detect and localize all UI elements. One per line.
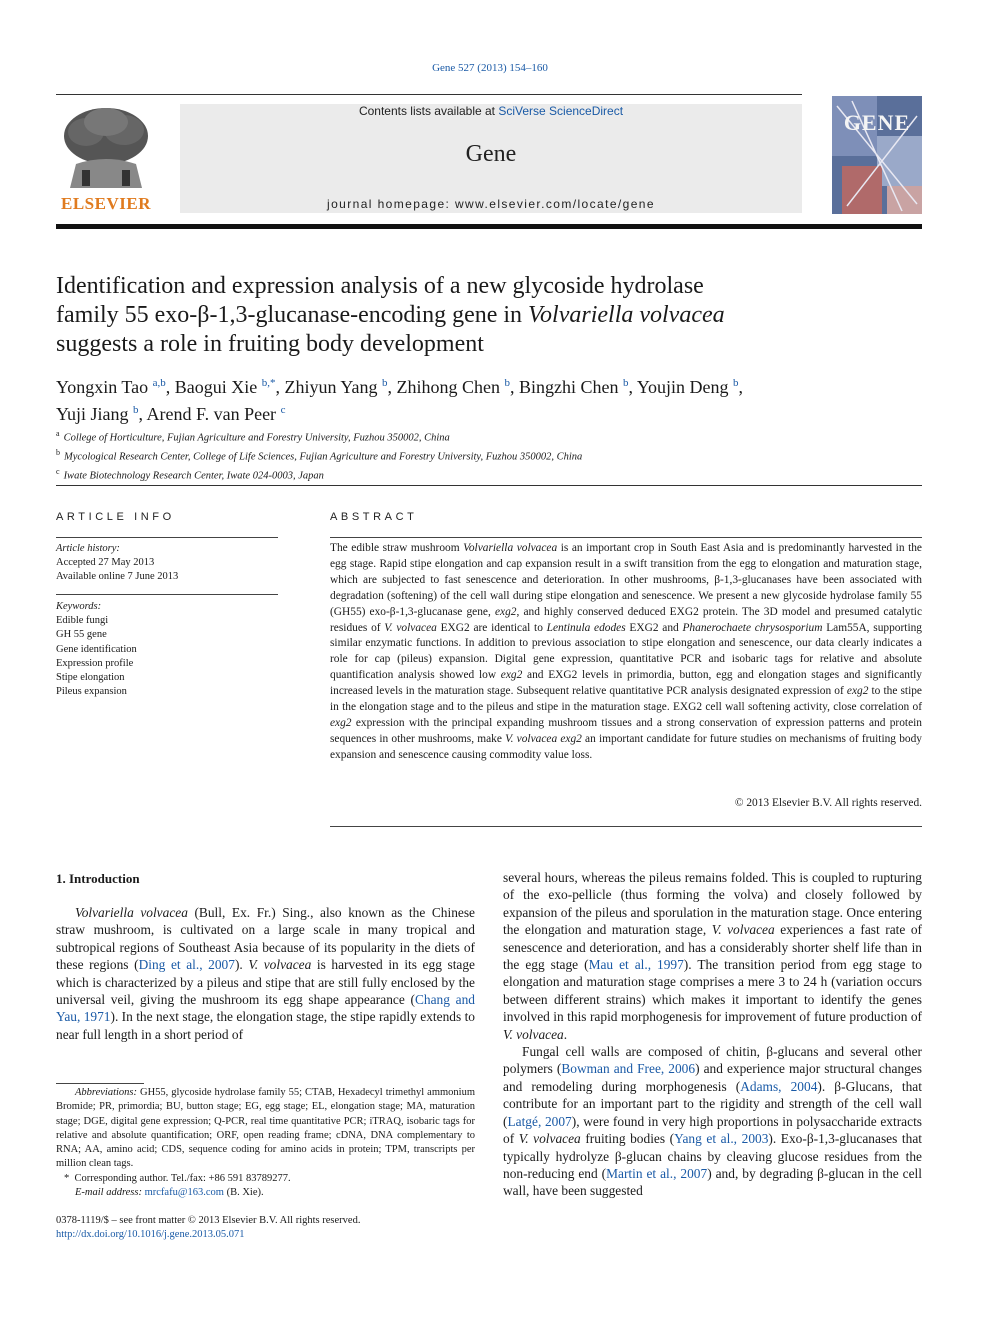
author-affil-mark[interactable]: c: [280, 404, 286, 416]
affiliation-item: [56, 465, 856, 484]
affiliation-text: College of Horticulture, Fujian Agriculture and Forestry University, Fuzhou 350002, China: [63, 432, 450, 444]
sciencedirect-link[interactable]: SciVerse ScienceDirect: [498, 104, 624, 118]
abstract-species: Phanerochaete chrysosporium: [682, 621, 823, 634]
text-run: ). β-Glucans, that contribute for an important part to the rigidity and strength of the cell wall (: [503, 1078, 922, 1129]
keyword-item: Stipe elongation: [56, 672, 125, 684]
text-run: ) and, by degrading β-glucan in the cell wall, have been suggested: [503, 1165, 922, 1199]
keyword-item: GH 55 gene: [56, 629, 107, 641]
abstract-part: EXG2 are identical to: [436, 621, 547, 634]
author-name: Zhiyun Yang: [284, 377, 378, 397]
abbreviations-note: [56, 1086, 475, 1172]
author-affil-mark[interactable]: b: [623, 377, 629, 389]
accepted-date: Accepted 27 May 2013: [56, 557, 155, 569]
keyword-item: Pileus expansion: [56, 686, 127, 698]
author-affil-mark[interactable]: b: [382, 377, 388, 389]
affiliation-text: Iwate Biotechnology Research Center, Iwate 024-0003, Japan: [63, 470, 324, 482]
introduction-heading: 1. Introduction: [56, 871, 140, 886]
author-name: Yongxin Tao: [56, 377, 149, 397]
reference-link[interactable]: Adams, 2004: [740, 1078, 818, 1094]
author-name: Baogui Xie: [174, 377, 258, 397]
abstract-part: an important candidate for future studies on mechanisms of fruiting body expansion and senescence causing commodity value loss.: [330, 732, 922, 761]
author-name: Bingzhi Chen: [519, 377, 619, 397]
abstract-part: is an important crop in South East Asia and is predominantly harvested in the egg stage. Rapid stipe elongation and cap expansion result in a swift transition from the egg to elongation and maturation stage, which are subjected to fast senescence and deterioration. In other mushrooms, β-1,3-glucanases have been associated with degradation (softening) of the cell wall during stipe elongation and senescence. We present a new glycoside hydrolase family 55 (GH55) exo-β-1,3-glucanase gene,: [330, 542, 922, 618]
contents-prefix: Contents lists available at: [358, 104, 499, 118]
affiliation-item: [56, 427, 856, 446]
title-line-1: Identification and expression analysis of a new glycoside hydrolase: [56, 273, 704, 299]
keyword-item: Expression profile: [56, 657, 134, 669]
abstract-part: EXG2 and: [625, 621, 683, 634]
reference-link[interactable]: Mau et al., 1997: [588, 957, 684, 973]
reference-link[interactable]: Latgé, 2007: [507, 1113, 572, 1129]
author-affil-mark[interactable]: b: [504, 377, 511, 389]
info-rule: [56, 537, 278, 538]
abstract-species: V. volvacea exg2: [505, 732, 582, 745]
species-name: Volvariella volvacea: [75, 905, 188, 920]
affiliation-mark: c: [56, 467, 60, 476]
text-run: ), were found in very high proportions in polysaccharide extracts of: [503, 1113, 922, 1147]
keywords: [56, 600, 278, 699]
title-line-3: suggests a role in fruiting body development: [56, 331, 484, 357]
author-name: Zhihong Chen: [396, 377, 501, 397]
author-affil-mark[interactable]: b,*: [261, 377, 276, 389]
author-name: Youjin Deng: [636, 377, 729, 397]
abstract-part: The edible straw mushroom: [330, 542, 464, 554]
available-date: Available online 7 June 2013: [56, 571, 179, 583]
text-run: ). In the next stage, the elongation stage, the stipe rapidly extends to near full length in a short period of: [56, 1009, 475, 1042]
keywords-label: Keywords:: [56, 601, 102, 612]
journal-citation[interactable]: Gene 527 (2013) 154–160: [432, 62, 548, 74]
doi-link[interactable]: http://dx.doi.org/10.1016/j.gene.2013.05.071: [56, 1229, 245, 1241]
reference-link[interactable]: Bowman and Free, 2006: [561, 1061, 696, 1077]
author-affil-mark[interactable]: b: [133, 404, 139, 416]
abstract-species: Lentinula edodes: [546, 621, 626, 634]
corresponding-text: Corresponding author. Tel./fax: +86 591 83789277.: [74, 1172, 291, 1184]
title-species: Volvariella volvacea: [528, 302, 725, 328]
history-label: Article history:: [56, 543, 120, 554]
reference-link[interactable]: Chang and Yau, 1971: [56, 992, 475, 1025]
journal-homepage[interactable]: journal homepage: www.elsevier.com/locate/gene: [327, 197, 655, 211]
abstract-part: to the stipe in the elongation stage and to the pileus and stipe in the maturation stage. EXG2 cell wall softening activity, close correlation of: [330, 685, 922, 714]
abstract-gene: exg2: [494, 605, 517, 618]
affiliation-mark: a: [56, 429, 60, 438]
issn-doi-block: [56, 1214, 496, 1243]
text-run: ).: [234, 957, 249, 973]
title-line-2: family 55 exo-β-1,3-glucanase-encoding gene in: [56, 302, 529, 328]
author-affil-mark[interactable]: b: [733, 377, 739, 389]
text-run: ). The transition period from egg stage to elongation and maturation stage comprises a mere 3 to 24 h (variation occurs between different strains) which makes it important to identify the genes involved in this rapid morphogenesis for improvement of future production of: [503, 957, 922, 1025]
author-list: Yongxin Tao $^{a,b}$, Baogui Xie $^{b,*}$, Zhiyun Yang $^b$, Zhihong Chen $^b$, Bingzhi Chen $^b$, Youjin Deng $^b$, Yuji Jiang $^b$, Arend F. van Peer $^c$: [56, 377, 744, 424]
email-suffix: (B. Xie).: [223, 1187, 264, 1199]
contents-line: [180, 104, 802, 118]
article-title: [56, 272, 816, 359]
abstract-part: Lam55A, supporting similar enzymatic functions. In addition to previous association to stipe elongation and senescence, our data clearly indicates a role for cap (pileus) expansion. Digital gene expression, quantitative PCR and isobaric tags for relative and absolute quantification analysis showed low: [330, 621, 922, 682]
text-run: ). Exo-β-1,3-glucanases that typically hydrolyze β-glucan chains by cleaving glucose residues from the non-reducing end (: [503, 1131, 922, 1181]
article-history: [56, 542, 278, 585]
abstract-heading: ABSTRACT: [330, 511, 418, 523]
text-run: several hours, whereas the pileus remains folded. This is coupled to rupturing of the exo-pellicle (thus forming the volva) and closely followed by expansion of the pileus and sporulation in the maturation stage. Once entering the elongation and maturation stage,: [503, 870, 922, 938]
abbreviations-label: Abbreviations:: [75, 1087, 138, 1098]
abstract-part: expression with the principal expanding mushroom tissues and a strong conservation of expression patterns and protein sequences in other mushrooms, make: [330, 716, 922, 745]
article-info-heading: ARTICLE INFO: [56, 511, 175, 523]
intro-paragraph: [503, 869, 922, 1043]
abstract-gene: exg2: [330, 716, 352, 729]
header-thick-rule: [56, 224, 922, 229]
affiliations: [56, 427, 856, 484]
abstract-species: V. volvacea: [384, 621, 437, 634]
footnote-rule: [56, 1083, 144, 1084]
abstract-species: Volvariella volvacea: [463, 542, 558, 554]
abstract-rule: [330, 537, 922, 538]
journal-name: Gene: [465, 141, 517, 167]
abstract-part: and EXG2 levels in primordia, button, egg and elongation stages and significantly increased levels in the maturation stage. Subsequent relative quantitative PCR analysis designated expression of: [330, 669, 923, 698]
info-rule: [56, 594, 278, 595]
intro-paragraph: [56, 904, 475, 1043]
affiliation-mark: b: [56, 448, 60, 457]
abstract-copyright: © 2013 Elsevier B.V. All rights reserved.: [734, 797, 922, 809]
text-run: .: [563, 1026, 568, 1042]
corresponding-note: * Corresponding author. Tel./fax: +86 591 83789277.: [64, 1172, 291, 1184]
text-run: fruiting bodies (: [580, 1131, 675, 1147]
intro-left-column: [56, 904, 475, 1043]
species-name: V. volvacea: [248, 957, 312, 973]
issn-line: 0378-1119/$ – see front matter © 2013 Elsevier B.V. All rights reserved.: [56, 1215, 361, 1226]
reference-link[interactable]: Ding et al., 2007: [138, 957, 235, 973]
reference-link[interactable]: Martin et al., 2007: [606, 1165, 708, 1181]
abstract-part: , and highly conserved deduced EXG2 protein. The 3D model and presumed catalytic residues of: [330, 605, 922, 634]
email-label: E-mail address:: [75, 1187, 142, 1199]
text-run: ) and experience major structural changes and remodeling during morphogenesis (: [503, 1061, 922, 1094]
text-run: Fungal cell walls are composed of chitin, β-glucans and several other polymers (: [503, 1044, 922, 1077]
abstract-bottom-rule: [330, 826, 922, 827]
keyword-item: Edible fungi: [56, 615, 109, 627]
email-note: [56, 1186, 475, 1200]
footnotes: [56, 1086, 475, 1200]
intro-right-column: [503, 869, 922, 1200]
text-run: experiences a fast rate of senescence and deterioration, and has a considerably shorter shelf life than in the egg stage (: [503, 922, 923, 973]
text-run: (Bull, Ex. Fr.) Sing., also known as the Chinese straw mushroom, is cultivated on a large scale in many tropical and subtropical regions of Southeast Asia because of its popularity in the diets of these regions (: [56, 905, 475, 973]
abstract-text: [330, 541, 922, 764]
abstract-gene: exg2: [500, 669, 523, 682]
author-name: Arend F. van Peer: [146, 404, 277, 424]
header-rule: [56, 94, 802, 95]
email-link[interactable]: mrcfafu@163.com: [144, 1187, 224, 1199]
species-name: V. volvacea: [711, 922, 775, 938]
elsevier-wordmark: ELSEVIER: [61, 194, 151, 213]
intro-paragraph: [503, 1043, 922, 1200]
affiliation-item: [56, 446, 856, 465]
section-rule: [56, 485, 922, 486]
species-name: V. volvacea: [518, 1131, 581, 1147]
text-run: is harvested in its egg stage which is characterized by a pileus and stipe that are still fully enclosed by the universal veil, giving the mushroom its egg shape appearance (: [56, 957, 475, 1008]
abstract-gene: exg2: [846, 685, 869, 698]
cover-title: GENE: [843, 110, 911, 135]
author-affil-mark[interactable]: a,b: [152, 377, 166, 389]
author-name: Yuji Jiang: [56, 404, 129, 424]
species-name: V. volvacea: [503, 1026, 564, 1042]
affiliation-text: Mycological Research Center, College of Life Sciences, Fujian Agriculture and Forestry University, Fuzhou 350002, China: [64, 451, 583, 463]
reference-link[interactable]: Yang et al., 2003: [674, 1131, 769, 1147]
keyword-item: Gene identification: [56, 643, 137, 655]
abbreviations-text: GH55, glycoside hydrolase family 55; CTAB, Hexadecyl trimethyl ammonium Bromide; PR, primordia; BU, button stage; EG, egg stage; EL, elongation stage; MA, maturation stage; DGE, digital gene expression; Q-PCR, real time quantitative PCR; iTRAQ, isobaric tags for relative and absolute quantification; ORF, open reading frame; cDNA, DNA complementary to RNA; AA, amino acid; CDS, sequence coding for amino acids in protein; TPM, transcripts per million clean tags.: [56, 1087, 475, 1170]
